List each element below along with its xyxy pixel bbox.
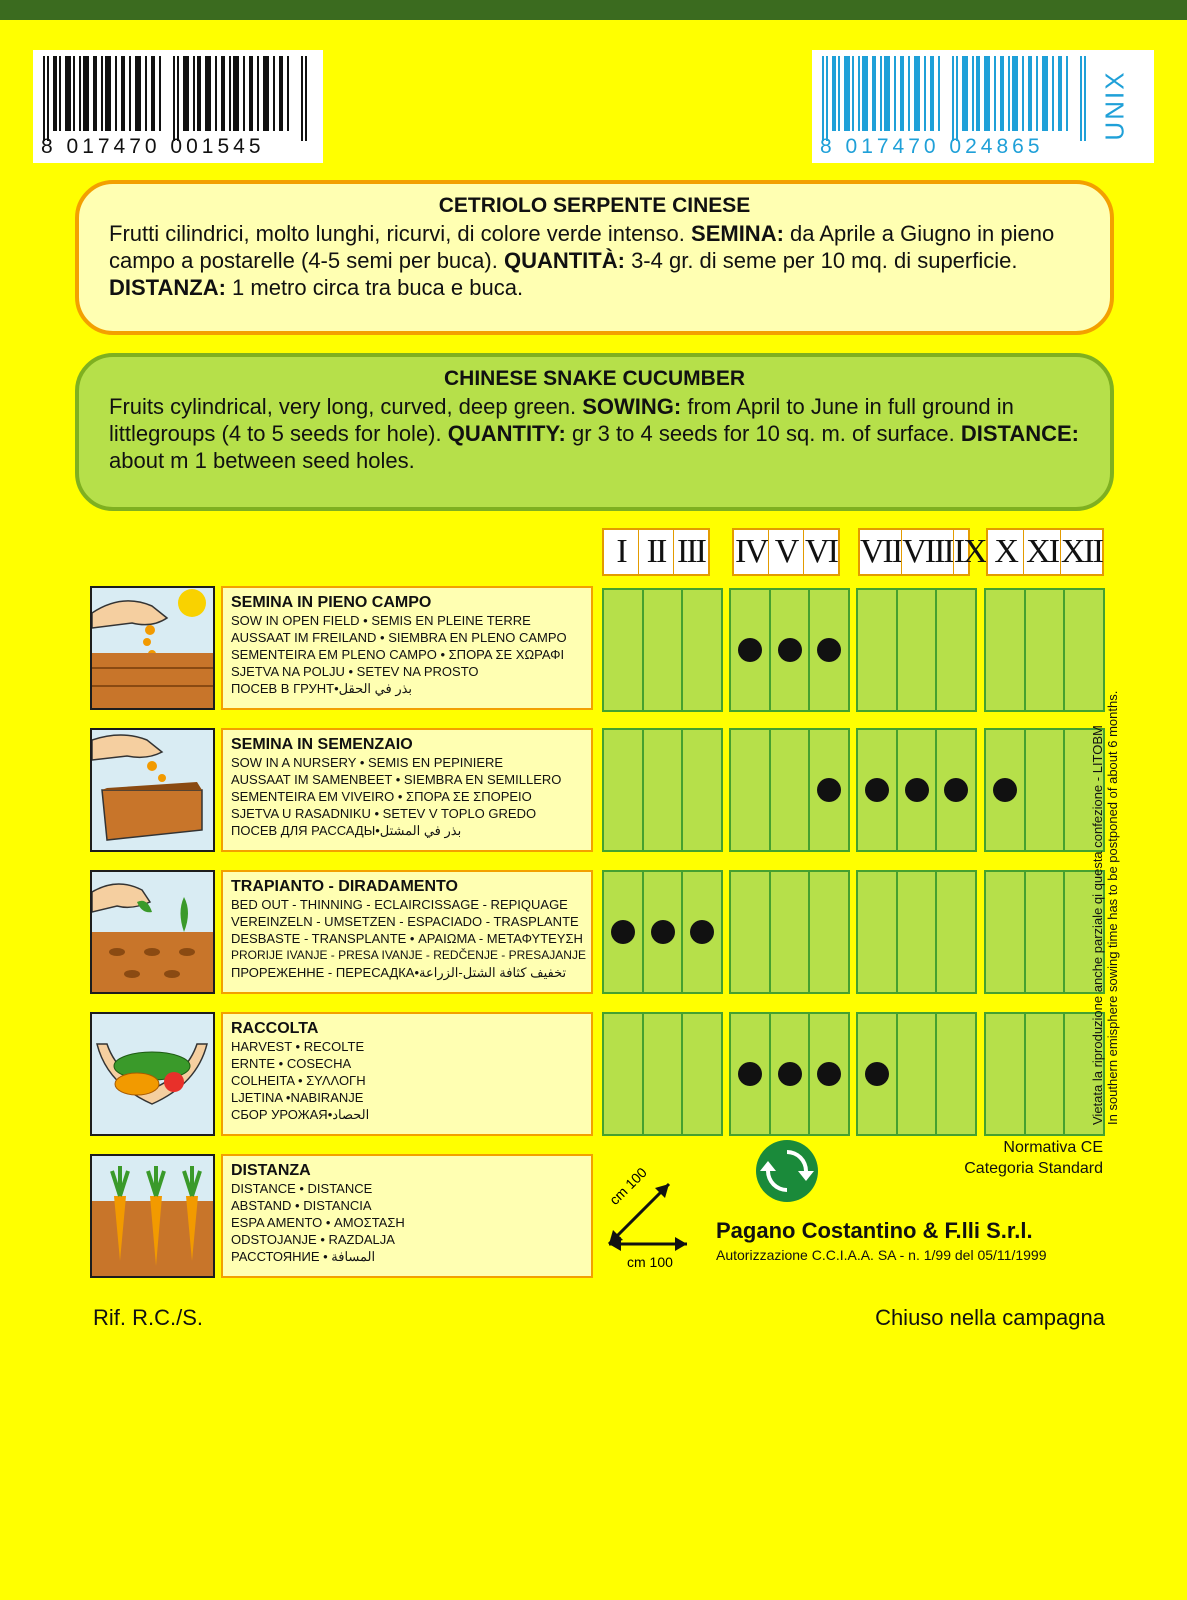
calendar-cell <box>1024 590 1064 710</box>
row-line: ABSTAND • DISTANCIA <box>231 1198 372 1213</box>
row-line: ODSTOJANJE • RAZDALJA <box>231 1232 395 1247</box>
calendar-cell <box>604 872 642 992</box>
month-label: IX <box>953 530 986 574</box>
month-header-q2 <box>732 528 840 576</box>
row-label <box>221 1012 593 1136</box>
active-month-dot <box>944 778 968 802</box>
calendar-cell <box>642 872 682 992</box>
hand-sowing-tray-icon <box>90 728 215 852</box>
calendar-cell <box>896 590 936 710</box>
transplanting-hand-icon <box>90 870 215 994</box>
calendar-quarter <box>856 728 977 852</box>
distance-diag-label: cm 100 <box>606 1164 650 1208</box>
normativa-block <box>964 1137 1103 1179</box>
row-line: ERNTE • COSECHA <box>231 1056 352 1071</box>
month-label: VIII <box>901 530 953 574</box>
calendar-cell <box>681 590 721 710</box>
calendar-cell <box>1024 872 1064 992</box>
calendar-cell <box>769 590 809 710</box>
calendar-quarter <box>984 588 1105 712</box>
calendar-quarter <box>984 728 1105 852</box>
calendar-quarter <box>602 1012 723 1136</box>
hand-sowing-field-icon <box>90 586 215 710</box>
calendar-cell <box>986 730 1024 850</box>
calendar-cell <box>858 730 896 850</box>
distance-horiz-label: cm 100 <box>627 1254 673 1270</box>
authorization-text: Autorizzazione C.C.I.A.A. SA - n. 1/99 del 05/11/1999 <box>716 1247 1047 1263</box>
calendar-quarter <box>856 588 977 712</box>
calendar-cell <box>769 1014 809 1134</box>
calendar-cell <box>604 590 642 710</box>
calendar-cell <box>935 1014 975 1134</box>
calendar-quarter <box>856 870 977 994</box>
month-label: XII <box>1060 530 1102 574</box>
calendar-quarter <box>602 588 723 712</box>
calendar-cell <box>681 872 721 992</box>
distance-diagram <box>587 1154 707 1283</box>
month-label: II <box>638 530 673 574</box>
calendar-quarter <box>856 1012 977 1136</box>
active-month-dot <box>993 778 1017 802</box>
row-line: SEMENTEIRA EM PLENO CAMPO • ΣΠΟΡΑ ΣΕ ΧΩΡΑΦΙ <box>231 647 565 662</box>
calendar-cell <box>896 1014 936 1134</box>
row-line: SJETVA U RASADNIKU • SETEV V TOPLO GREDO <box>231 806 537 821</box>
calendar-cell <box>808 872 848 992</box>
calendar-cell <box>681 1014 721 1134</box>
calendar-cell <box>808 1014 848 1134</box>
calendar-cell <box>986 1014 1024 1134</box>
barcode-right <box>812 50 1154 163</box>
calendar-cell <box>604 1014 642 1134</box>
row-title: SEMINA IN SEMENZAIO <box>231 736 413 753</box>
active-month-dot <box>738 1062 762 1086</box>
barcode-left-digits: 8 017470 001545 <box>41 135 265 158</box>
calendar-cell <box>681 730 721 850</box>
active-month-dot <box>865 778 889 802</box>
active-month-dot <box>611 920 635 944</box>
active-month-dot <box>817 638 841 662</box>
month-label: XI <box>1023 530 1059 574</box>
calendar-cell <box>986 872 1024 992</box>
side-legal-text: Vietata la riproduzione anche parziale qi questa confezione - LITOBM In southern emisphere sowing time has to be postponed of about 6 months. <box>1090 690 1120 1125</box>
calendar-quarter <box>729 588 850 712</box>
italian-title: CETRIOLO SERPENTE CINESE <box>438 194 751 217</box>
row-title: TRAPIANTO - DIRADAMENTO <box>231 878 458 895</box>
row-line: SEMENTEIRA EM VIVEIRO • ΣΠΟΡΑ ΣΕ ΣΠΟΡΕΙΟ <box>231 789 532 804</box>
active-month-dot <box>817 778 841 802</box>
row-line: ПРОРЕЖЕННЕ - ПЕРЕСАДКА•تخفيف كثافة الشتل-الزراعة <box>231 965 567 980</box>
calendar-cell <box>935 872 975 992</box>
calendar-cell <box>1024 730 1064 850</box>
english-text: Fruits cylindrical, very long, curved, deep green. SOWING: from April to June in full ground in littlegroups (4 to 5 seeds for hole). QUANTITY: gr 3 to 4 seeds for 10 sq. m. of surface. DISTANCE: about m 1 between seed holes. <box>109 394 1079 473</box>
barcode-right-digits: 8 017470 024865 <box>820 135 1044 158</box>
row-line: AUSSAAT IM FREILAND • SIEMBRA EN PLENO CAMPO <box>231 630 567 645</box>
row-label <box>221 728 593 852</box>
calendar-cell <box>769 872 809 992</box>
calendar-cell <box>642 590 682 710</box>
month-header-q4 <box>986 528 1104 576</box>
carrots-distance-icon <box>90 1154 215 1278</box>
calendar-cell <box>769 730 809 850</box>
row-line: ПОСЕВ ДЛЯ РАССАДЫ•بذر في المشتل <box>231 823 462 838</box>
active-month-dot <box>690 920 714 944</box>
row-line: ПОСЕВ В ГРУНТ•بذر في الحقل <box>231 681 413 696</box>
italian-text: Frutti cilindrici, molto lunghi, ricurvi, di colore verde intenso. SEMINA: da Aprile a Giugno in pieno campo a postarelle (4-5 semi per buca). QUANTITÀ: 3-4 gr. di seme per 10 mq. di superficie. DISTANZA: 1 metro circa tra buca e buca. <box>109 221 1055 300</box>
row-line: DESBASTE - TRANSPLANTE • ΑΡΑΙΩΜΑ - ΜΕΤΑΦΥΤΕΥΣΗ <box>231 931 583 946</box>
calendar-cell <box>642 1014 682 1134</box>
active-month-dot <box>778 638 802 662</box>
active-month-dot <box>905 778 929 802</box>
calendar-cell <box>858 590 896 710</box>
active-month-dot <box>651 920 675 944</box>
calendar-cell <box>858 872 896 992</box>
month-header-q1 <box>602 528 710 576</box>
active-month-dot <box>738 638 762 662</box>
row-line: SOW IN OPEN FIELD • SEMIS EN PLEINE TERRE <box>231 613 531 628</box>
row-line: BED OUT - THINNING - ECLAIRCISSAGE - REPIQUAGE <box>231 897 568 912</box>
row-line: СБОР УРОЖАЯ•الحصاد <box>231 1107 370 1122</box>
row-line: HARVEST • RECOLTE <box>231 1039 365 1054</box>
barcode-right-bars <box>822 56 1092 141</box>
row-title: DISTANZA <box>231 1162 311 1179</box>
calendar-cell <box>858 1014 896 1134</box>
month-label: IV <box>735 533 767 570</box>
row-line: ESPA AMENTO • ΑΜΟΣΤΑΣΗ <box>231 1215 405 1230</box>
row-line: SJETVA NA POLJU • SETEV NA PROSTO <box>231 664 479 679</box>
calendar-cell <box>731 1014 769 1134</box>
calendar-cell <box>808 730 848 850</box>
calendar-quarter <box>602 728 723 852</box>
company-name: Pagano Costantino & F.lli S.r.l. <box>716 1218 1033 1243</box>
categoria: Categoria Standard <box>964 1160 1103 1177</box>
row-line: COLHEITA • ΣΥΛΛΟΓΗ <box>231 1073 366 1088</box>
month-label: VI <box>803 530 838 574</box>
calendar-cell <box>1024 1014 1064 1134</box>
month-label: V <box>768 530 803 574</box>
calendar-cell <box>896 872 936 992</box>
reference-code: Rif. R.C./S. <box>93 1305 204 1330</box>
calendar-cell <box>986 590 1024 710</box>
calendar-quarter <box>729 728 850 852</box>
barcode-left-bars <box>43 56 313 141</box>
calendar-quarter <box>984 870 1105 994</box>
calendar-cell <box>604 730 642 850</box>
calendar-quarter <box>602 870 723 994</box>
row-label <box>221 586 593 710</box>
active-month-dot <box>865 1062 889 1086</box>
active-month-dot <box>778 1062 802 1086</box>
italian-description-box <box>75 180 1114 335</box>
recycle-icon <box>756 1140 818 1202</box>
row-title: RACCOLTA <box>231 1020 319 1037</box>
row-label <box>221 870 593 994</box>
calendar-cell <box>731 730 769 850</box>
calendar-quarter <box>729 1012 850 1136</box>
harvest-hands-icon <box>90 1012 215 1136</box>
calendar-cell <box>935 730 975 850</box>
active-month-dot <box>817 1062 841 1086</box>
packed-note: Chiuso nella campagna <box>875 1305 1105 1330</box>
normativa: Normativa CE <box>1003 1139 1103 1156</box>
calendar-cell <box>896 730 936 850</box>
row-line: LJETINA •NABIRANJE <box>231 1090 364 1105</box>
row-line: AUSSAAT IM SAMENBEET • SIEMBRA EN SEMILLERO <box>231 772 562 787</box>
row-title: SEMINA IN PIENO CAMPO <box>231 594 432 611</box>
calendar-cell <box>808 590 848 710</box>
calendar-cell <box>731 872 769 992</box>
calendar-cell <box>642 730 682 850</box>
month-label: III <box>673 530 708 574</box>
row-label <box>221 1154 593 1278</box>
month-header-q3 <box>858 528 986 576</box>
english-title: CHINESE SNAKE CUCUMBER <box>443 367 746 390</box>
unix-brand: UNIX <box>1099 70 1130 141</box>
row-line: VEREINZELN - UMSETZEN - ESPACIADO - TRASPLANTE <box>231 914 579 929</box>
month-label: VII <box>860 533 902 570</box>
row-line: DISTANCE • DISTANCE <box>231 1181 373 1196</box>
row-line: PRORIJE IVANJE - PRESA IVANJE - REDČENJE - PRESAJANJE <box>231 948 586 962</box>
calendar-cell <box>731 590 769 710</box>
english-description-box <box>75 353 1114 511</box>
month-label: I <box>616 533 626 570</box>
calendar-quarter <box>729 870 850 994</box>
top-photo-strip <box>0 0 1187 20</box>
month-label: X <box>994 533 1017 570</box>
row-line: РАССТОЯНИЕ • المسافة <box>231 1249 376 1264</box>
barcode-left <box>33 50 323 163</box>
calendar-quarter <box>984 1012 1105 1136</box>
row-line: SOW IN A NURSERY • SEMIS EN PEPINIERE <box>231 755 504 770</box>
calendar-cell <box>935 590 975 710</box>
